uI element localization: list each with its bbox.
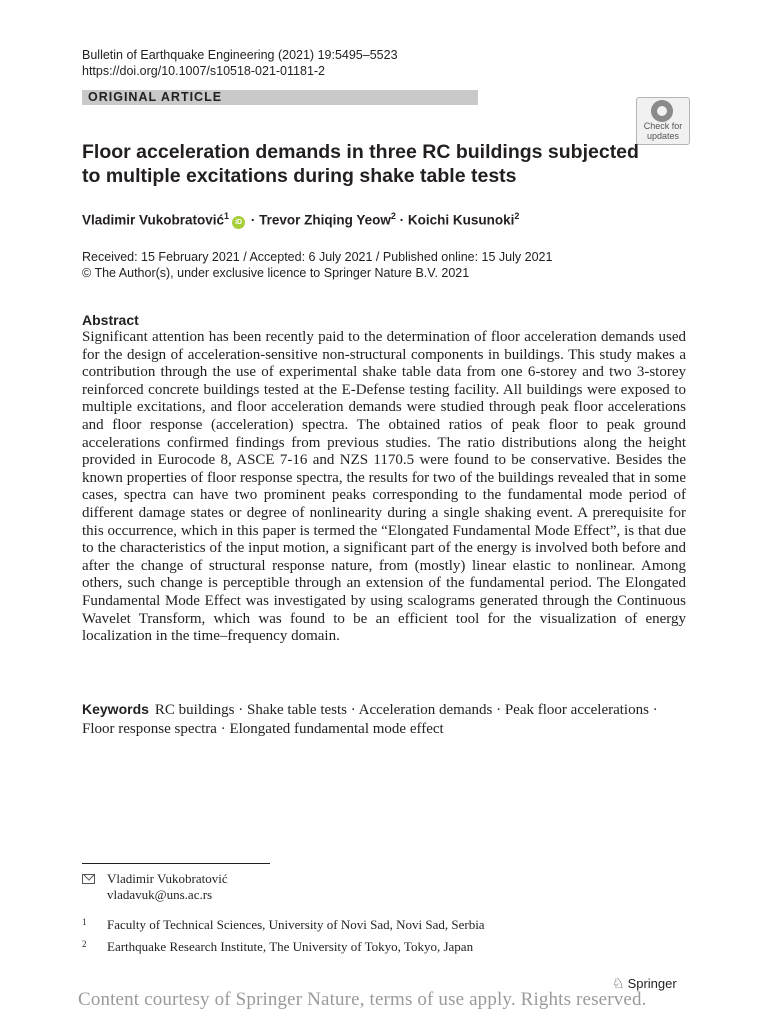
affiliation-text: Faculty of Technical Sciences, University of Novi Sad, Novi Sad, Serbia <box>107 917 485 932</box>
keywords-label: Keywords <box>82 701 149 717</box>
author-affiliation-ref: 2 <box>514 211 520 221</box>
corresponding-author-email[interactable]: vladavuk@uns.ac.rs <box>107 887 213 902</box>
publication-history: Received: 15 February 2021 / Accepted: 6 July 2021 / Published online: 15 July 2021 <box>82 250 553 264</box>
keywords-block <box>82 700 686 738</box>
check-updates-line1: Check for <box>643 121 683 131</box>
author-name[interactable]: Vladimir Vukobratović <box>82 212 225 228</box>
copyright-notice: © The Author(s), under exclusive licence to Springer Nature B.V. 2021 <box>82 265 470 280</box>
check-for-updates-badge[interactable] <box>636 97 690 145</box>
corresponding-author-name: Vladimir Vukobratović <box>107 871 228 886</box>
footnote-divider <box>82 863 270 864</box>
orcid-icon[interactable]: iD <box>232 216 245 229</box>
affiliation-number: 2 <box>82 939 87 949</box>
doi-link[interactable]: https://doi.org/10.1007/s10518-021-01181-2 <box>82 63 326 78</box>
courtesy-watermark: Content courtesy of Springer Nature, terms of use apply. Rights reserved. <box>78 989 647 1010</box>
publisher-name: Springer <box>627 976 677 991</box>
affiliation-number: 1 <box>82 917 87 927</box>
springer-horse-icon: ♘ <box>612 975 625 991</box>
abstract-heading: Abstract <box>82 312 139 328</box>
keywords-list: RC buildings · Shake table tests · Acceleration demands · Peak floor accelerations · Floor response spectra · Elongated fundamental mode effect <box>82 702 658 737</box>
affiliation-item <box>82 936 473 955</box>
author-separator: · <box>395 212 408 228</box>
abstract-text: Significant attention has been recently paid to the determination of floor acceleration demands used for the design of acceleration-sensitive non-structural components in buildings. This study makes a contribution through the use of experimental shake table data from one 6-storey and two 3-storey reinforced concrete buildings tested at the E-Defense testing facility. All buildings were exposed to multiple excitations, and floor acceleration demands were studied through peak floor accelerations and floor response (acceleration) spectra. The obtained ratios of peak floor to peak ground accelerations confirmed findings from previous studies. The ratio distributions along the height provided in Eurocode 8, ASCE 7-16 and NZS 1170.5 were found to be conservative. Besides the known properties of floor response spectra, the results for two of the buildings revealed that in some cases, spectra can have two prominent peaks corresponding to the fundamental mode period of different damage states or degree of nonlinearity during a single shaking event. A prerequisite for this occurrence, which in this paper is termed the “Elongated Fundamental Mode Effect”, is that due to the characteristics of the input motion, a significant part of the energy is involved both before and after the change of structural response nature, from (mostly) linear elastic to nonlinear. Among others, such change is perceptible through an extension of the fundamental period. The Elongated Fundamental Mode Effect was investigated by using scalograms generated through the Continuous Wavelet Transform, which was found to be an efficient tool for the visualization of energy localization in the time–frequency domain. <box>82 329 686 645</box>
envelope-icon <box>82 874 95 884</box>
article-type-bar <box>82 90 478 105</box>
author-affiliation-ref: 2 <box>390 211 396 221</box>
author-list <box>82 207 519 230</box>
author-separator: · <box>247 212 260 228</box>
affiliation-item <box>82 914 485 933</box>
author-name[interactable]: Koichi Kusunoki <box>407 212 515 228</box>
check-updates-line2: updates <box>646 130 680 141</box>
journal-header <box>82 48 398 79</box>
publication-dates <box>82 250 552 281</box>
author-affiliation-ref: 1 <box>224 211 230 221</box>
author-name[interactable]: Trevor Zhiqing Yeow <box>259 212 391 228</box>
affiliation-text: Earthquake Research Institute, The University of Tokyo, Tokyo, Japan <box>107 939 474 954</box>
article-type-label: ORIGINAL ARTICLE <box>88 90 223 104</box>
article-title: Floor acceleration demands in three RC buildings subjected to multiple excitations during shake table tests <box>82 141 639 187</box>
journal-citation: Bulletin of Earthquake Engineering (2021) 19:5495–5523 <box>82 48 398 62</box>
crossmark-icon <box>651 100 673 122</box>
